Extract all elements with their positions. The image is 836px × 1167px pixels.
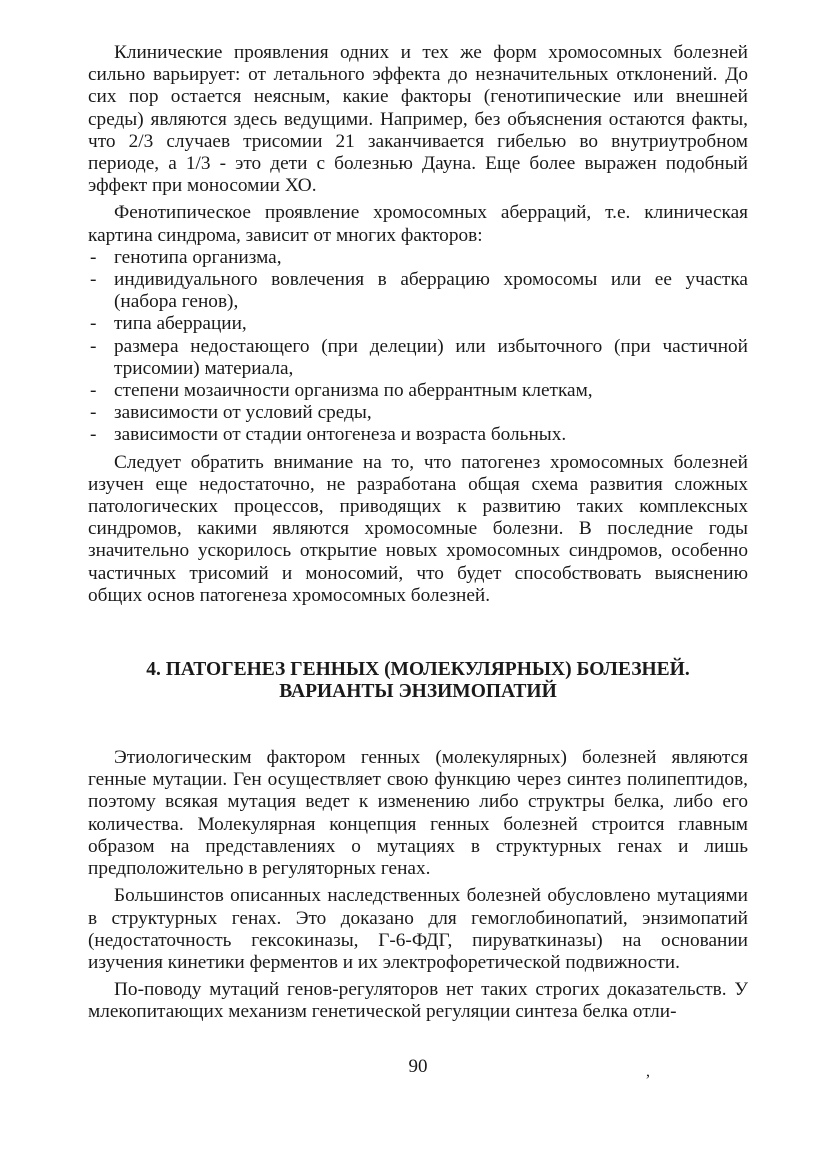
paragraph-structural-genes: Большинстов описанных наследственных болезней обусловлено мутациями в структурных генах. Это доказано для гемоглобинопатий, энзимопатий (недостаточность гексокиназы, Г-6-ФДГ, пируваткиназы) на основании изучения кинетики ферментов и их электрофоретической подвижности. xyxy=(88,885,748,973)
paragraph-regulator-genes: По-поводу мутаций генов-регуляторов нет таких строгих доказательств. У млекопитающих механизм генетической регуляции синтеза белка отли- xyxy=(88,979,748,1023)
page-number: 90 xyxy=(408,1056,428,1077)
list-item: - типа аберрации, xyxy=(88,313,748,335)
list-item: - зависимости от условий среды, xyxy=(88,402,748,424)
list-item: - зависимости от стадии онтогенеза и возраста больных. xyxy=(88,424,748,446)
page-body xyxy=(88,42,748,1024)
factors-list xyxy=(88,247,748,447)
paragraph-etiology: Этиологическим фактором генных (молекулярных) болезней являются генные мутации. Ген осуществляет свою функцию через синтез полипептидов, поэтому всякая мутация ведет к изменению либо структры белка, либо его количества. Молекулярная концепция генных болезней строится главным образом на представлениях о мутациях в структурных генах и лишь предположительно в регуляторных генах. xyxy=(88,747,748,880)
section-heading xyxy=(88,659,748,703)
list-item: - размера недостающего (при делеции) или избыточного (при частичной трисомии) материала, xyxy=(88,336,748,380)
list-item: - степени мозаичности организма по аберрантным клеткам, xyxy=(88,380,748,402)
paragraph-clinical-manifestations: Клиничеcкие проявления одних и тех же форм хромосомных болезней сильно варьирует: от летального эффекта до незначительных отклонений. До сих пор остается неясным, какие факторы (генотипические или внешней среды) являются здесь ведущими. Например, без объяснения остаются факты, что 2/3 случаев трисомии 21 заканчивается гибелью во внутриутробном периоде, а 1/3 - это дети с болезнью Дауна. Еще более выражен подобный эффект при моносомии ХО. xyxy=(88,42,748,197)
list-item: - генотипа организма, xyxy=(88,247,748,269)
paragraph-pathogenesis: Следует обратить внимание на то, что патогенез хромосомных болезней изучен еще недостаточно, не разработана общая схема развития сложных патологических процессов, приводящих к развитию таких комплексных синдромов, какими являются хромосомные болезни. В последние годы значительно ускорилось открытие новых хромосомных синдромов, особенно частичных трисомий и моносомий, что будет способствовать выяснению общих основ патогенеза хромосомных болезней. xyxy=(88,451,748,606)
section-heading-line2: ВАРИАНТЫ ЭНЗИМОПАТИЙ xyxy=(279,681,557,703)
stray-mark: , xyxy=(646,1063,650,1080)
section-heading-line1: 4. ПАТОГЕНЕЗ ГЕННЫХ (МОЛЕКУЛЯРНЫХ) БОЛЕЗНЕЙ. xyxy=(146,659,690,681)
paragraph-phenotypic-manifestation: Фенотипическое проявление хромосомных аберраций, т.е. клиническая картина синдрома, зависит от многих факторов: xyxy=(88,202,748,246)
list-item: - индивидуального вовлечения в аберрацию хромосомы или ее участка (набора генов), xyxy=(88,269,748,313)
